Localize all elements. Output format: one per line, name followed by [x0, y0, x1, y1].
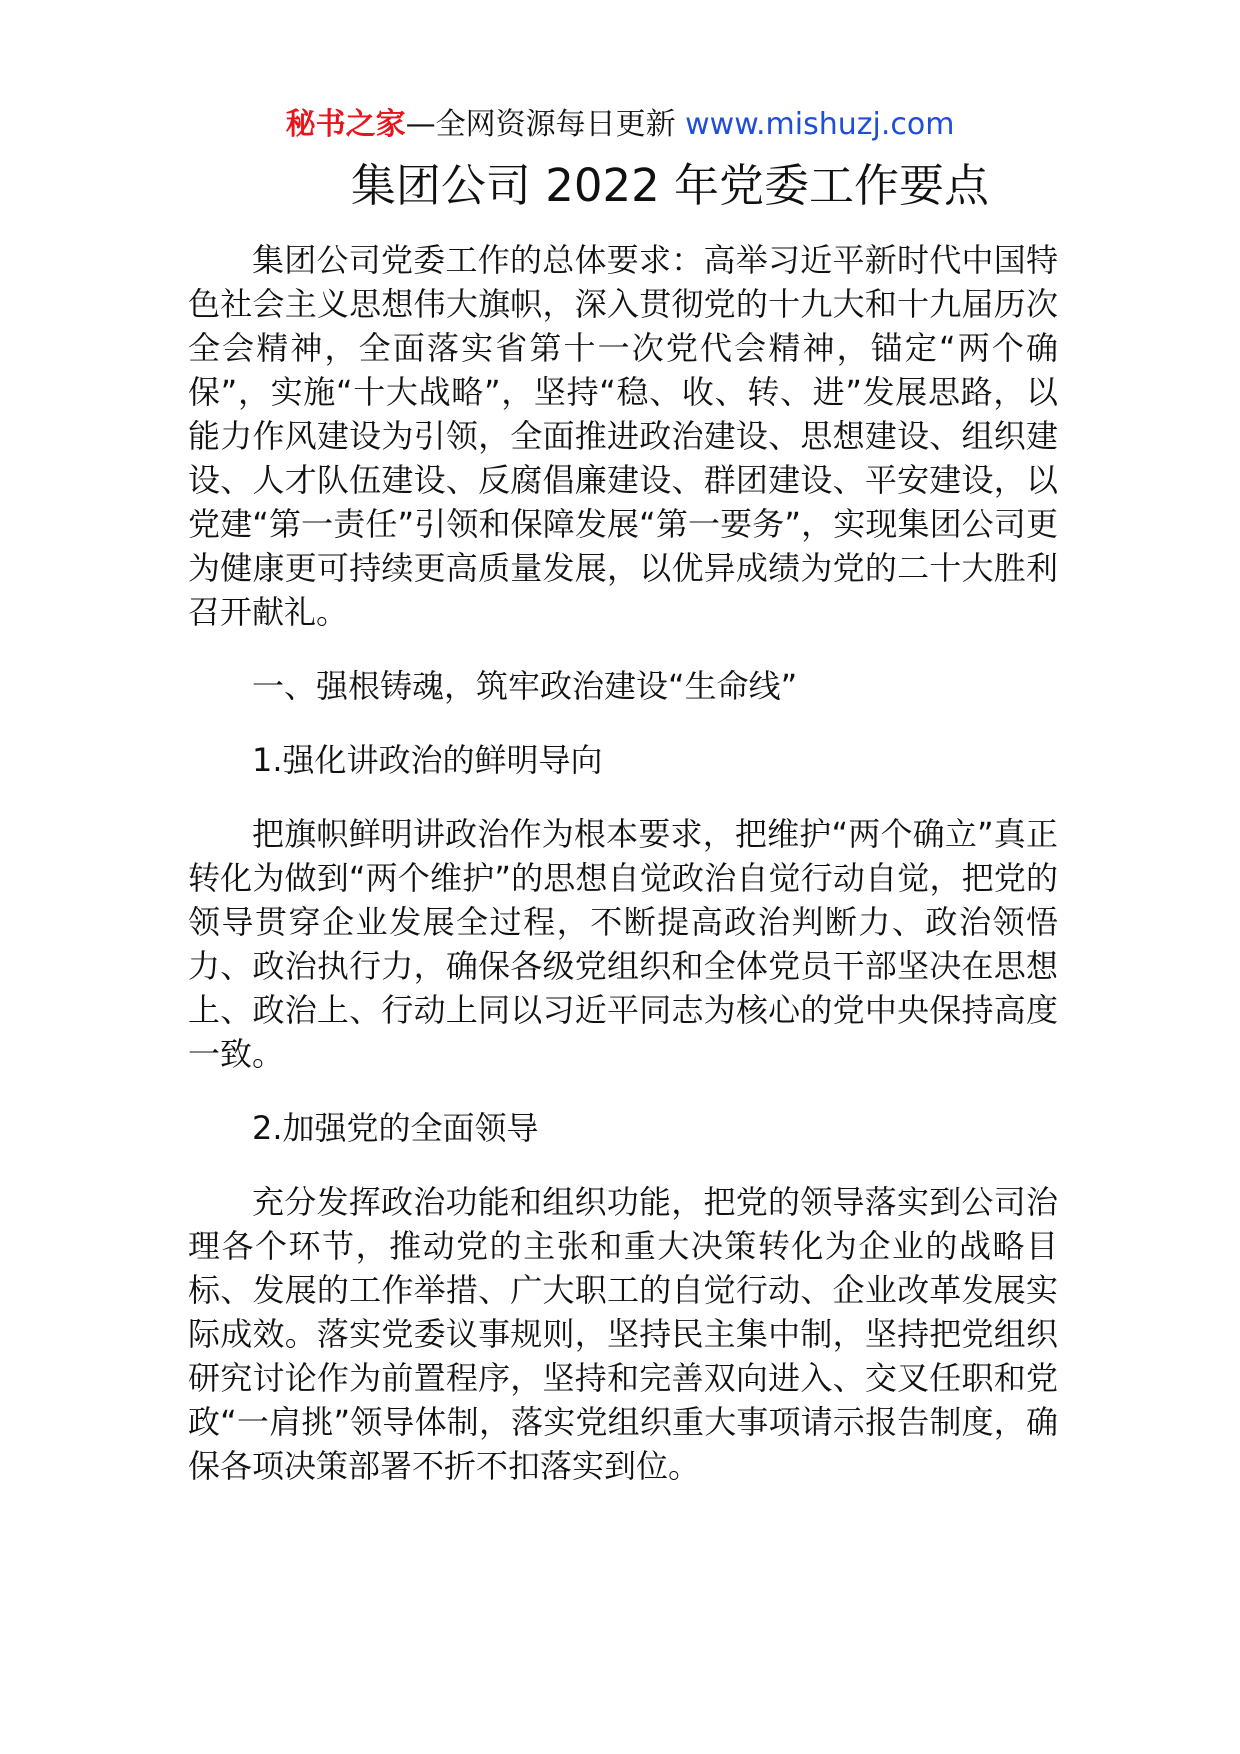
intro-paragraph: 集团公司党委工作的总体要求：高举习近平新时代中国特色社会主义思想伟大旗帜，深入贯彻党的十九大和十九届历次全会精神，全面落实省第十一次党代会精神，锚定“两个确保”，实施“十大战略”，坚持“稳、收、转、进”发展思路，以能力作风建设为引领，全面推进政治建设、思想建设、组织建设、人才队伍建设、反腐倡廉建设、群团建设、平安建设，以党建“第一责任”引领和保障发展“第一要务”，实现集团公司更为健康更可持续更高质量发展，以优异成绩为党的二十大胜利召开献礼。 — [188, 241, 1058, 631]
document-body — [188, 238, 1058, 1518]
brand-name: 秘书之家 — [285, 107, 406, 142]
document-title: 集团公司 2022 年党委工作要点 — [350, 159, 990, 212]
subsection-heading-1: 1.强化讲政治的鲜明导向 — [252, 741, 603, 779]
site-header — [0, 104, 1240, 146]
paragraph-1: 把旗帜鲜明讲政治作为根本要求，把维护“两个确立”真正转化为做到“两个维护”的思想自觉政治自觉行动自觉，把党的领导贯穿企业发展全过程，不断提高政治判断力、政治领悟力、政治执行力，确保各级党组织和全体党员干部坚决在思想上、政治上、行动上同以习近平同志为核心的党中央保持高度一致。 — [188, 815, 1058, 1073]
site-url-link[interactable]: www.mishuzj.com — [685, 107, 955, 142]
subsection-heading-2: 2.加强党的全面领导 — [252, 1109, 539, 1147]
paragraph-2: 充分发挥政治功能和组织功能，把党的领导落实到公司治理各个环节，推动党的主张和重大决策转化为企业的战略目标、发展的工作举措、广大职工的自觉行动、企业改革发展实际成效。落实党委议事规则，坚持民主集中制，坚持把党组织研究讨论作为前置程序，坚持和完善双向进入、交叉任职和党政“一肩挑”领导体制，落实党组织重大事项请示报告制度，确保各项决策部署不折不扣落实到位。 — [188, 1183, 1058, 1485]
header-tagline: —全网资源每日更新 — [405, 107, 686, 142]
section-heading-1: 一、强根铸魂，筑牢政治建设“生命线” — [252, 667, 798, 705]
